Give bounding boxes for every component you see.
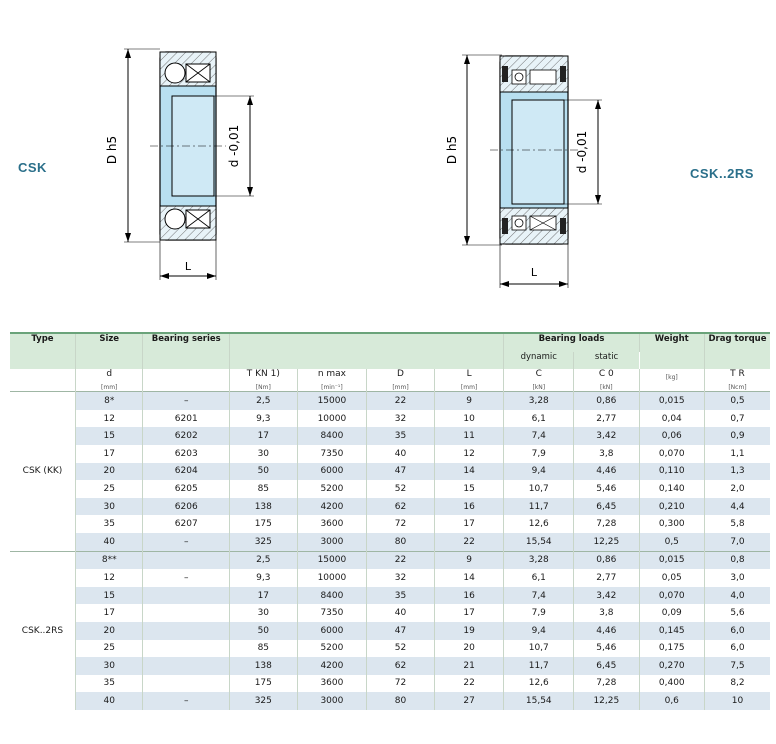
table-cell: 2,77 — [574, 410, 639, 428]
table-cell: 11,7 — [504, 657, 574, 675]
csk-2rs-width-label: L — [530, 266, 538, 279]
table-cell: 0,110 — [639, 463, 704, 481]
table-cell: 12,25 — [574, 533, 639, 551]
table-cell: 22 — [434, 675, 504, 693]
table-cell: 40 — [75, 533, 143, 551]
table-cell: 6,1 — [504, 569, 574, 587]
table-cell: 0,145 — [639, 622, 704, 640]
table-cell: 5,6 — [704, 604, 770, 622]
table-cell: 4200 — [297, 657, 367, 675]
table-cell: 17 — [75, 604, 143, 622]
symbol-unit: [kN] — [599, 384, 613, 392]
table-row — [10, 692, 770, 710]
table-cell: 10000 — [297, 410, 367, 428]
table-cell: 0,04 — [639, 410, 704, 428]
table-cell: 5,8 — [704, 515, 770, 533]
table-cell: 0,8 — [704, 551, 770, 569]
table-cell: 15 — [75, 587, 143, 605]
table-cell: 52 — [367, 640, 435, 658]
table-cell: 0,270 — [639, 657, 704, 675]
table-cell: 0,09 — [639, 604, 704, 622]
figure-label-csk: CSK — [18, 160, 47, 175]
table-cell: 0,7 — [704, 410, 770, 428]
table-cell: 62 — [367, 657, 435, 675]
csk-inner-dim-label: d -0,01 — [227, 124, 241, 168]
symbol-cell — [367, 369, 435, 392]
table-cell: 0,05 — [639, 569, 704, 587]
table-cell: 30 — [75, 498, 143, 516]
table-cell: 17 — [230, 587, 298, 605]
table-row — [10, 622, 770, 640]
table-row — [10, 480, 770, 498]
table-cell: 22 — [367, 551, 435, 569]
table-cell: 47 — [367, 463, 435, 481]
table-cell: 175 — [230, 675, 298, 693]
table-row — [10, 515, 770, 533]
table-cell: 0,140 — [639, 480, 704, 498]
table-cell: 0,06 — [639, 427, 704, 445]
csk-2rs-inner-dim-label: d -0,01 — [575, 130, 589, 174]
table-cell — [143, 622, 230, 640]
symbol-type-blank — [10, 369, 75, 392]
table-cell: 40 — [75, 692, 143, 710]
table-cell: 7,28 — [574, 515, 639, 533]
table-cell: 12 — [75, 569, 143, 587]
symbol-unit: [kN] — [532, 384, 546, 392]
table-cell: 20 — [75, 463, 143, 481]
table-cell: 9,4 — [504, 622, 574, 640]
table-cell: 7,9 — [504, 604, 574, 622]
table-cell: – — [143, 569, 230, 587]
symbol-cell — [75, 369, 143, 392]
table-row — [10, 392, 770, 410]
table-cell: 5,46 — [574, 640, 639, 658]
symbol-unit: [mm] — [101, 384, 118, 392]
table-cell: 15000 — [297, 551, 367, 569]
table-cell: 6000 — [297, 463, 367, 481]
table-cell: 6203 — [143, 445, 230, 463]
table-cell: 50 — [230, 622, 298, 640]
symbol-cell — [639, 369, 704, 392]
table-cell: 6000 — [297, 622, 367, 640]
table-cell: 2,0 — [704, 480, 770, 498]
table-cell: 0,300 — [639, 515, 704, 533]
header-drag-torque: Drag torque — [704, 333, 770, 369]
table-cell: 19 — [434, 622, 504, 640]
table-cell: 6,1 — [504, 410, 574, 428]
table-cell: 7,5 — [704, 657, 770, 675]
header-dynamic: dynamic — [504, 352, 574, 370]
symbol-cell — [297, 369, 367, 392]
table-cell: 30 — [230, 604, 298, 622]
table-cell: 3,42 — [574, 587, 639, 605]
table-cell: 4,4 — [704, 498, 770, 516]
table-cell: 6,45 — [574, 498, 639, 516]
table-cell: 0,5 — [704, 392, 770, 410]
table-cell: 72 — [367, 675, 435, 693]
table-cell: 40 — [367, 604, 435, 622]
symbol-text: L — [466, 369, 472, 380]
table-cell: 3000 — [297, 533, 367, 551]
table-cell: 15,54 — [504, 692, 574, 710]
table-cell: 2,77 — [574, 569, 639, 587]
table-cell: 0,86 — [574, 392, 639, 410]
table-cell: 9 — [434, 392, 504, 410]
table-cell: 17 — [75, 445, 143, 463]
table-cell: 47 — [367, 622, 435, 640]
table-cell: 12,6 — [504, 675, 574, 693]
table-cell: 21 — [434, 657, 504, 675]
table-cell: 20 — [75, 622, 143, 640]
table-cell: 3,42 — [574, 427, 639, 445]
table-cell: 8* — [75, 392, 143, 410]
table-cell: 325 — [230, 533, 298, 551]
type-cell: CSK..2RS — [10, 551, 75, 710]
symbol-unit: [Ncm] — [728, 384, 747, 392]
table-cell: 11 — [434, 427, 504, 445]
table-cell: 138 — [230, 498, 298, 516]
header-weight: Weight — [639, 333, 704, 369]
table-cell: 35 — [367, 427, 435, 445]
symbol-cell — [504, 369, 574, 392]
table-cell: 6,0 — [704, 640, 770, 658]
table-cell: 30 — [230, 445, 298, 463]
table-cell: 12 — [434, 445, 504, 463]
symbol-cell — [574, 369, 639, 392]
table-cell: 0,175 — [639, 640, 704, 658]
table-cell: 1,3 — [704, 463, 770, 481]
table-cell: 0,070 — [639, 445, 704, 463]
table-cell: 5,46 — [574, 480, 639, 498]
table-cell: 8,2 — [704, 675, 770, 693]
table-cell: 1,1 — [704, 445, 770, 463]
table-cell: 25 — [75, 640, 143, 658]
header-bearing-loads: Bearing loads — [504, 333, 639, 352]
type-cell: CSK (KK) — [10, 392, 75, 551]
table-row — [10, 427, 770, 445]
table-cell: 6,45 — [574, 657, 639, 675]
table-row — [10, 640, 770, 658]
symbol-unit: [min⁻¹] — [321, 384, 343, 392]
table-cell — [143, 551, 230, 569]
symbol-row — [10, 369, 770, 392]
table-cell: – — [143, 392, 230, 410]
table-cell: 9 — [434, 551, 504, 569]
symbol-unit: [mm] — [460, 384, 478, 392]
table-cell: 17 — [434, 604, 504, 622]
table-cell: 16 — [434, 587, 504, 605]
table-cell: 3600 — [297, 675, 367, 693]
table-cell: 12 — [75, 410, 143, 428]
figure-label-csk-2rs: CSK..2RS — [690, 166, 754, 181]
table-row — [10, 569, 770, 587]
table-row — [10, 498, 770, 516]
table-cell: 17 — [434, 515, 504, 533]
table-cell: 2,5 — [230, 551, 298, 569]
table-cell: 7,9 — [504, 445, 574, 463]
table-row — [10, 604, 770, 622]
symbol-cell — [143, 369, 230, 392]
symbol-text: d — [106, 369, 113, 380]
table-cell: 4200 — [297, 498, 367, 516]
table-cell: 14 — [434, 463, 504, 481]
symbol-text: C 0 — [598, 369, 614, 380]
table-cell: 15 — [434, 480, 504, 498]
table-cell: 0,015 — [639, 392, 704, 410]
symbol-unit: [Nm] — [255, 384, 271, 392]
table-cell: 11,7 — [504, 498, 574, 516]
table-cell: 16 — [434, 498, 504, 516]
symbol-cell — [434, 369, 504, 392]
table-cell: 20 — [434, 640, 504, 658]
table-cell: 0,015 — [639, 551, 704, 569]
table-cell: 80 — [367, 692, 435, 710]
table-cell: 35 — [75, 675, 143, 693]
table-cell: 0,86 — [574, 551, 639, 569]
table-cell: 0,9 — [704, 427, 770, 445]
table-row — [10, 587, 770, 605]
table-cell: 7,28 — [574, 675, 639, 693]
table-cell: 12,25 — [574, 692, 639, 710]
table-cell: 3,28 — [504, 392, 574, 410]
table-cell: 22 — [434, 533, 504, 551]
table-cell — [143, 604, 230, 622]
table-cell: 5200 — [297, 480, 367, 498]
symbol-unit: [kg] — [665, 374, 678, 382]
table-cell: 10,7 — [504, 480, 574, 498]
symbol-text: T KN 1) — [246, 369, 280, 380]
table-cell — [143, 640, 230, 658]
table-row — [10, 533, 770, 551]
table-cell: 22 — [367, 392, 435, 410]
csk-2rs-outer-dim-label: D h5 — [445, 135, 459, 165]
table-cell: 4,46 — [574, 622, 639, 640]
table-cell: 50 — [230, 463, 298, 481]
table-cell: 32 — [367, 569, 435, 587]
table-cell: 3,8 — [574, 445, 639, 463]
table-cell: 3000 — [297, 692, 367, 710]
table-row — [10, 657, 770, 675]
table-cell: 0,070 — [639, 587, 704, 605]
table-row — [10, 410, 770, 428]
table-cell: 7,4 — [504, 587, 574, 605]
table-cell: 138 — [230, 657, 298, 675]
table-cell: 6207 — [143, 515, 230, 533]
table-cell: 0,6 — [639, 692, 704, 710]
table-cell: 10000 — [297, 569, 367, 587]
table-cell: 10 — [704, 692, 770, 710]
table-row — [10, 551, 770, 569]
table-cell: 9,4 — [504, 463, 574, 481]
table-cell — [143, 657, 230, 675]
table-cell: 3,0 — [704, 569, 770, 587]
table-cell: 7350 — [297, 604, 367, 622]
table-cell: 32 — [367, 410, 435, 428]
header-size: Size — [75, 333, 143, 369]
symbol-text: n max — [317, 369, 346, 380]
table-cell: 10 — [434, 410, 504, 428]
table-cell: 52 — [367, 480, 435, 498]
symbol-text: D — [397, 369, 404, 380]
table-row — [10, 675, 770, 693]
table-cell: 8400 — [297, 587, 367, 605]
table-cell: 3,8 — [574, 604, 639, 622]
symbol-cell — [704, 369, 770, 392]
table-cell: 3,28 — [504, 551, 574, 569]
table-cell: 0,400 — [639, 675, 704, 693]
csk-width-label: L — [184, 260, 192, 273]
table-cell: – — [143, 533, 230, 551]
table-cell: 9,3 — [230, 410, 298, 428]
csk-outer-dim-label: D h5 — [105, 135, 119, 165]
table-row — [10, 445, 770, 463]
header-row — [10, 333, 770, 352]
table-cell: 7,0 — [704, 533, 770, 551]
spec-table — [10, 332, 770, 710]
table-cell: 27 — [434, 692, 504, 710]
table-cell: 4,0 — [704, 587, 770, 605]
table-cell: 85 — [230, 480, 298, 498]
table-cell: 8400 — [297, 427, 367, 445]
table-cell: 85 — [230, 640, 298, 658]
table-cell: 14 — [434, 569, 504, 587]
table-cell: 72 — [367, 515, 435, 533]
table-cell: 8** — [75, 551, 143, 569]
table-cell: 6204 — [143, 463, 230, 481]
table-cell: 4,46 — [574, 463, 639, 481]
table-cell: 6206 — [143, 498, 230, 516]
table-cell: 35 — [367, 587, 435, 605]
table-cell: 6,0 — [704, 622, 770, 640]
table-cell: 12,6 — [504, 515, 574, 533]
table-cell: 6201 — [143, 410, 230, 428]
table-cell: 5200 — [297, 640, 367, 658]
table-cell: 175 — [230, 515, 298, 533]
table-cell: 3600 — [297, 515, 367, 533]
header-blank — [230, 333, 504, 369]
table-cell: – — [143, 692, 230, 710]
table-cell: 17 — [230, 427, 298, 445]
header-type: Type — [10, 333, 75, 369]
table-cell: 25 — [75, 480, 143, 498]
symbol-text: C — [535, 369, 542, 380]
table-cell: 62 — [367, 498, 435, 516]
table-cell: 10,7 — [504, 640, 574, 658]
table-cell: 15,54 — [504, 533, 574, 551]
table-cell: 15000 — [297, 392, 367, 410]
symbol-text: T R — [730, 369, 745, 380]
symbol-unit: [mm] — [392, 384, 409, 392]
table-cell: 9,3 — [230, 569, 298, 587]
table-cell: 15 — [75, 427, 143, 445]
table-cell: 0,210 — [639, 498, 704, 516]
header-bearing-series: Bearing series — [143, 333, 230, 369]
table-cell: 325 — [230, 692, 298, 710]
header-static: static — [574, 352, 639, 370]
table-cell: 35 — [75, 515, 143, 533]
table-cell: 7,4 — [504, 427, 574, 445]
table-cell: 2,5 — [230, 392, 298, 410]
table-cell: 80 — [367, 533, 435, 551]
table-cell: 6205 — [143, 480, 230, 498]
table-cell: 0,5 — [639, 533, 704, 551]
table-cell: 40 — [367, 445, 435, 463]
table-cell — [143, 675, 230, 693]
symbol-cell — [230, 369, 298, 392]
table-cell: 7350 — [297, 445, 367, 463]
table-cell: 30 — [75, 657, 143, 675]
table-cell — [143, 587, 230, 605]
table-cell: 6202 — [143, 427, 230, 445]
table-row — [10, 463, 770, 481]
bearing-drawings — [0, 0, 776, 330]
